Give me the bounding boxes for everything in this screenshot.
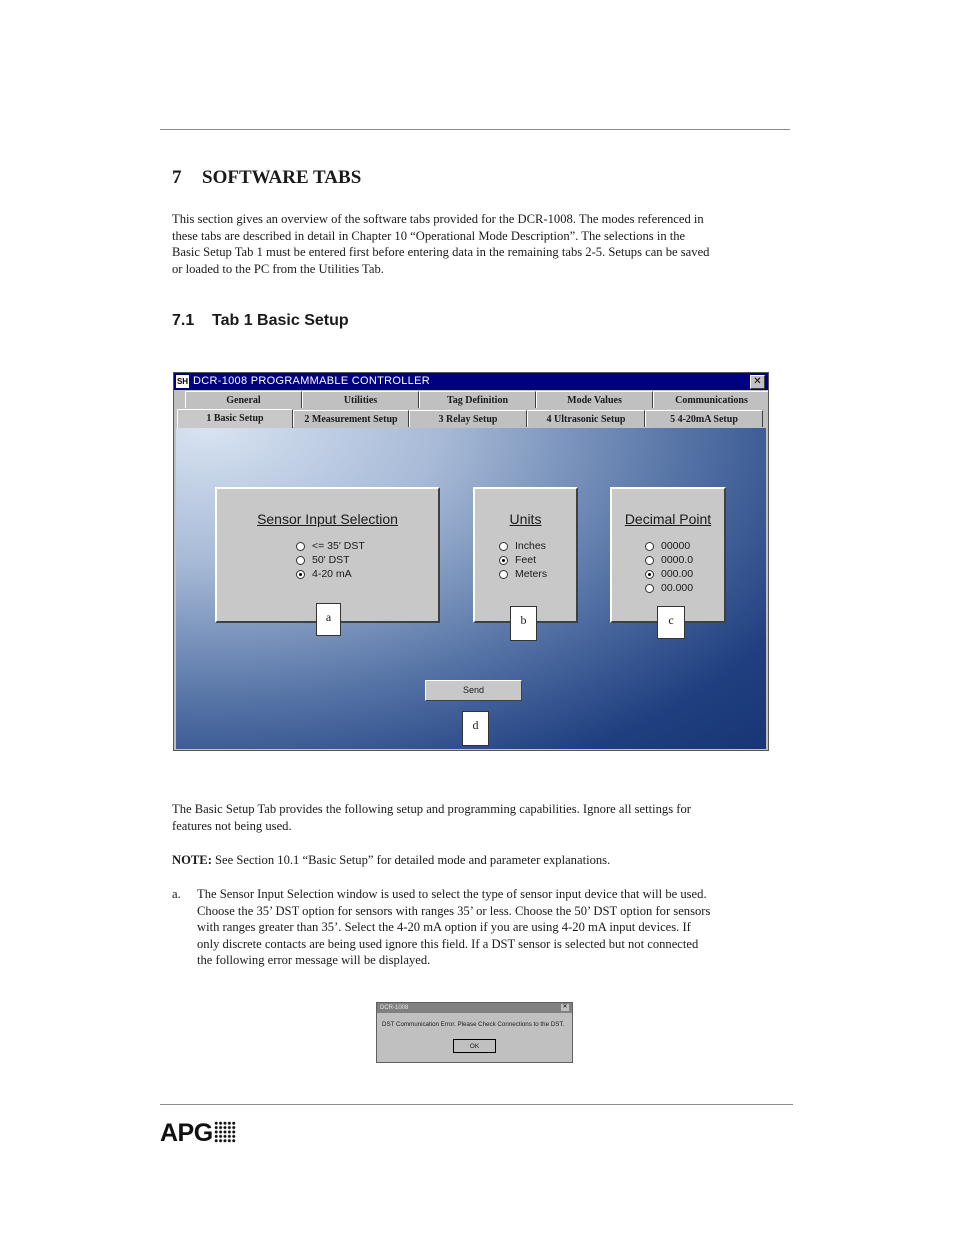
tab-communications[interactable]: Communications [653,391,769,408]
app-icon: SH [176,377,189,386]
body-line: The Basic Setup Tab provides the following setup and programming capabilities. Ignore all settings for [172,802,691,816]
option-label: 0000.0 [661,554,694,566]
callout-a: a [316,603,341,636]
body-paragraph [172,801,691,834]
item-a-line: The Sensor Input Selection window is used to select the type of sensor input device that will be used. [197,887,707,901]
tab-general[interactable]: General [185,391,302,408]
subsection-heading [172,312,349,330]
note-text: See Section 10.1 “Basic Setup” for detailed mode and parameter explanations. [211,853,611,867]
tab-ultrasonic-setup[interactable]: 4 Ultrasonic Setup [527,410,645,427]
tab-basic-setup[interactable]: 1 Basic Setup [177,409,293,428]
note-label: NOTE: [172,853,212,867]
tab-measurement-setup[interactable]: 2 Measurement Setup [293,410,409,427]
sensor-option-4-20ma[interactable] [296,567,365,581]
intro-line: Basic Setup Tab 1 must be entered first before entering data in the remaining tabs 2-5. Setups can be saved [172,245,710,259]
basic-setup-panel [176,428,766,749]
item-a-line: with ranges greater than 35’. Select the 4-20 mA option if you are using 4-20 mA input devices. If [197,920,691,934]
units-option-meters[interactable] [499,567,547,581]
item-a-line: the following error message will be displayed. [197,953,431,967]
units-group [473,487,578,623]
decimal-option-00-000[interactable] [645,581,693,595]
header-rule [160,129,790,130]
decimal-option-0000-0[interactable] [645,553,693,567]
subsection-title: Tab 1 Basic Setup [212,312,349,329]
close-icon[interactable]: ✕ [750,375,765,389]
decimal-point-title: Decimal Point [624,511,712,527]
send-button[interactable]: Send [425,680,522,701]
section-number: 7 [172,167,182,188]
tab-relay-setup[interactable]: 3 Relay Setup [409,410,527,427]
logo-dots-icon [214,1121,236,1143]
sensor-input-title: Sensor Input Selection [257,511,398,527]
option-label: Inches [515,540,546,552]
radio-icon[interactable] [499,570,508,579]
units-option-feet[interactable] [499,553,547,567]
radio-selected-icon[interactable] [645,570,654,579]
radio-icon[interactable] [645,584,654,593]
callout-b: b [510,606,537,641]
radio-selected-icon[interactable] [296,570,305,579]
option-label: 4-20 mA [312,568,352,580]
units-title: Units [509,511,542,527]
option-label: <= 35' DST [312,540,365,552]
window-titlebar [174,373,768,390]
ok-button[interactable]: OK [453,1039,496,1053]
note-paragraph [172,852,610,869]
option-label: 00.000 [661,582,694,594]
callout-d: d [462,711,489,746]
option-label: 50' DST [312,554,350,566]
close-icon[interactable]: ✕ [562,1004,568,1010]
item-a-line: only discrete contacts are being used ignore this field. If a DST sensor is selected but not connected [197,936,699,951]
intro-line: or loaded to the PC from the Utilities Tab. [172,261,384,276]
sensor-options [296,539,365,581]
units-options [499,539,547,581]
tab-tag-definition[interactable]: Tag Definition [419,391,536,408]
decimal-point-group [610,487,726,623]
radio-icon[interactable] [296,542,305,551]
option-label: Feet [515,554,537,566]
logo-text: APG [160,1119,213,1147]
option-label: 00000 [661,540,691,552]
radio-icon[interactable] [645,542,654,551]
body-line: features not being used. [172,818,292,833]
decimal-option-000-00[interactable] [645,567,693,581]
intro-paragraph [172,211,709,277]
sensor-option-50-dst[interactable] [296,553,365,567]
radio-icon[interactable] [499,542,508,551]
decimal-options [645,539,693,595]
error-dialog [376,1002,573,1063]
radio-selected-icon[interactable] [499,556,508,565]
tab-utilities[interactable]: Utilities [302,391,419,408]
sensor-option-35-dst[interactable] [296,539,365,553]
item-a-marker: a. [172,887,181,901]
radio-icon[interactable] [645,556,654,565]
option-label: 000.00 [661,568,694,580]
dialog-title: DCR-1008 [377,1003,572,1013]
subsection-number: 7.1 [172,312,195,329]
callout-c: c [657,606,685,639]
footer-rule [160,1104,793,1105]
item-a-paragraph [197,886,710,969]
intro-line: these tabs are described in detail in Chapter 10 “Operational Mode Description”. The selections in the [172,228,686,243]
tab-mode-values[interactable]: Mode Values [536,391,653,408]
intro-line: This section gives an overview of the software tabs provided for the DCR-1008. The modes referenced in [172,212,704,226]
apg-logo [160,1120,236,1146]
section-title: SOFTWARE TABS [202,167,362,188]
tab-4-20ma-setup[interactable]: 5 4-20mA Setup [645,410,763,427]
units-option-inches[interactable] [499,539,547,553]
controller-window [173,372,769,751]
window-title: DCR-1008 PROGRAMMABLE CONTROLLER [193,375,430,387]
option-label: Meters [515,568,548,580]
radio-icon[interactable] [296,556,305,565]
decimal-option-00000[interactable] [645,539,693,553]
section-heading [172,167,361,189]
item-a-line: Choose the 35’ DST option for sensors with ranges 35’ or less. Choose the 50’ DST option for sensors [197,903,711,918]
dialog-message: DST Communication Error. Please Check Connections to the DST. [382,1021,565,1028]
